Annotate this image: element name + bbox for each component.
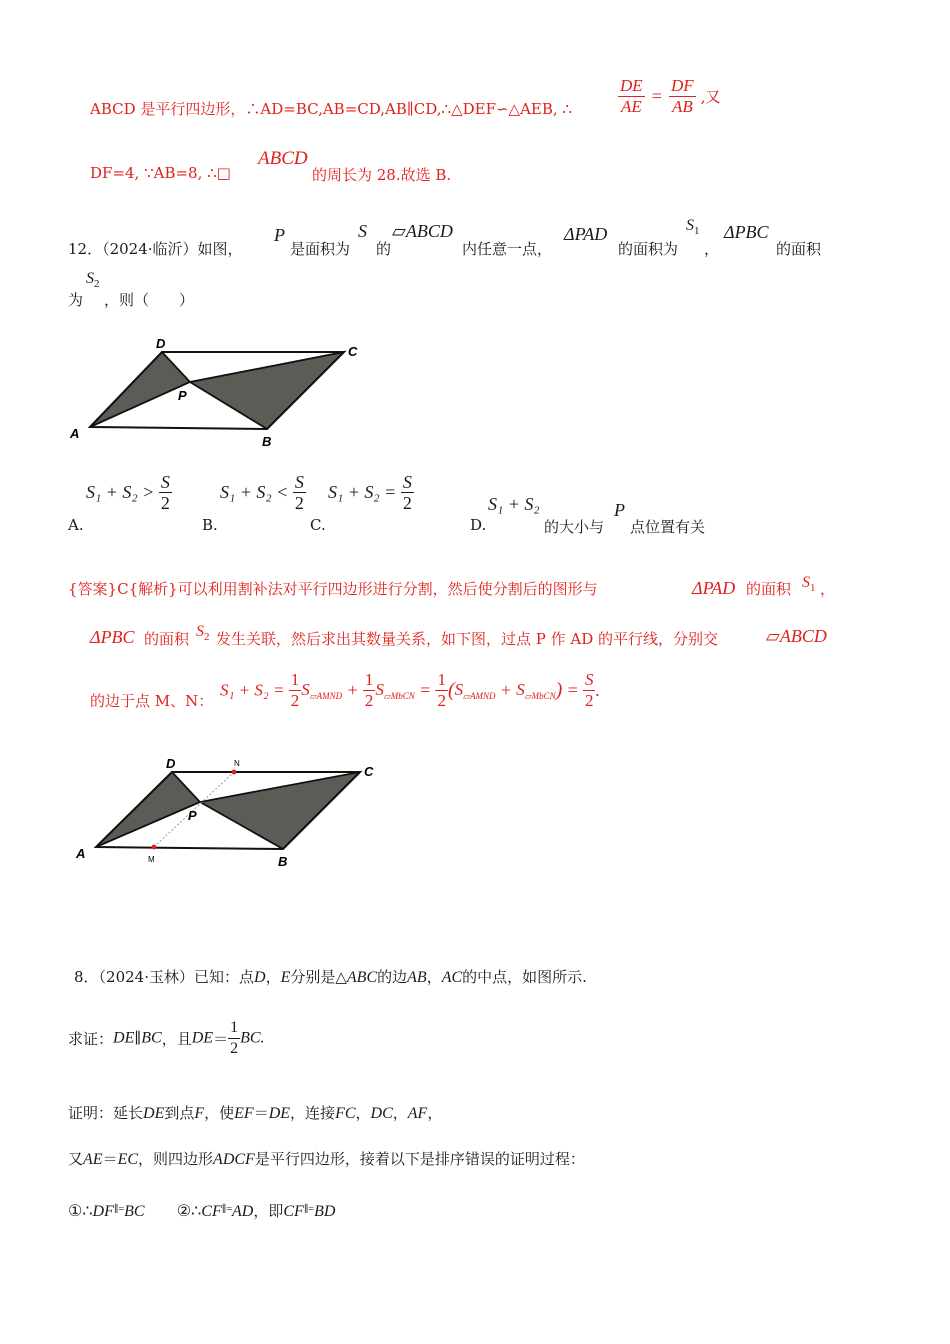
q12-text-3: 内任意一点，: [462, 240, 553, 258]
solution-fraction-de-ae: $\frac{DE}{AE}$ = $\frac{DF}{AB}$ ,又: [620, 76, 721, 116]
option-c-label: C.: [310, 516, 326, 534]
fig2-label-d: D: [166, 756, 176, 771]
q8-proof-line-2: 又AE＝EC，则四边形ADCF是平行四边形，接着以下是排序错误的证明过程：: [68, 1150, 585, 1168]
solution-line-2: DF=4, ∵AB=8, ∴□: [90, 164, 231, 182]
shaded-triangle-pbc: [190, 352, 344, 429]
q12-text-5: 的面积: [776, 240, 822, 258]
fig1-label-c: C: [348, 344, 358, 359]
answer-line-3: 的边于点 M、N：: [90, 692, 214, 710]
shaded-triangle-pad: [90, 352, 190, 427]
q12-pad: ΔPAD: [564, 224, 608, 244]
answer-s2: $S_2$: [196, 623, 210, 643]
answer-formula: S₁ + S₂ = $\frac{1}{2}$ $S_{▱AMND}$ + $\frac{1}{2}$ $S_{▱MbCN}$ = $\frac{1}{2}$ $(S_{▱AMND} + S_{▱MbCN})$ = $\frac{S}{2}$ .: [220, 670, 600, 710]
answer-line-1: {答案}C{解析}可以利用割补法对平行四边形进行分割，然后使分割后的图形与: [68, 580, 598, 598]
solution-line-1: [90, 98, 572, 119]
fig1-label-p: P: [178, 388, 187, 403]
option-d-label: D.: [470, 516, 487, 534]
q12-p: P: [274, 225, 285, 245]
parallelogram-figure-with-mn: [68, 752, 388, 872]
fig2-label-b: B: [278, 854, 288, 869]
solution-text-1: ABCD 是平行四边形，∴AD=BC,AB=CD,AB∥CD,∴△DEF∽△AEB, ∴: [90, 100, 572, 118]
option-c-formula: S₁ + S₂ = $\frac{S}{2}$: [328, 472, 412, 513]
option-b-label: B.: [202, 516, 218, 534]
q12-s1: $S_1$: [686, 217, 700, 237]
q12-text-6: 为: [68, 291, 84, 309]
fig2-label-p: P: [188, 808, 197, 823]
answer-s1: $S_1$: [802, 574, 816, 594]
q12-abcd: ▱ABCD: [392, 221, 453, 241]
fig1-label-d: D: [156, 336, 166, 351]
option-a-formula: S₁ + S₂ > $\frac{S}{2}$: [86, 472, 170, 513]
step-2-mark: ②∴: [176, 1201, 202, 1220]
q12-text-2: 的: [376, 240, 392, 258]
option-d-p: P: [614, 500, 625, 520]
q8-statement: 8．（2024·玉林）已知：点D，E分别是△ABC的边AB，AC的中点，如图所示.: [74, 968, 587, 986]
parallelogram-figure: [62, 332, 372, 452]
answer-pbc: ΔPBC: [90, 627, 135, 647]
q12-pbc: ΔPBC: [724, 222, 769, 242]
shaded-triangle-pbc-2: [200, 772, 360, 849]
q12-comma: ，: [704, 240, 720, 258]
q8-prove: 求证：DE∥BC，且DE＝ $\frac{1}{2}$ BC.: [68, 1019, 265, 1057]
q12-s: S: [358, 221, 367, 241]
option-b-formula: S₁ + S₂ < $\frac{S}{2}$: [220, 472, 304, 513]
option-d-text-1: 的大小与: [544, 518, 605, 536]
fig1-label-a: A: [70, 426, 80, 441]
q12-text-1: 是面积为: [290, 240, 351, 258]
fig2-label-c: C: [364, 764, 374, 779]
q12-text-7: ，则（ ）: [104, 291, 195, 309]
option-d-text-2: 点位置有关: [630, 518, 706, 536]
answer-text-area: 的面积: [746, 580, 792, 598]
step-1-mark: ①∴: [68, 1201, 93, 1220]
fig2-label-n: N: [234, 759, 240, 768]
fig2-label-a: A: [76, 846, 86, 861]
answer-text-area-2: 的面积: [144, 630, 190, 648]
fig1-label-b: B: [262, 434, 272, 449]
fig2-label-m: M: [148, 855, 155, 864]
answer-comma: ，: [820, 580, 836, 598]
point-n: [232, 770, 237, 775]
point-m: [152, 845, 157, 850]
q12-s2: $S_2$: [86, 270, 100, 290]
solution-line-2-tail: 的周长为 28.故选 B.: [312, 166, 452, 184]
answer-line-2: 发生关联，然后求出其数量关系，如下图，过点 P 作 AD 的平行线，分别交: [216, 630, 719, 648]
answer-abcd: ▱ABCD: [766, 626, 827, 646]
option-d-formula: S₁ + S₂: [488, 494, 540, 514]
q12-number: 12．（2024·临沂）如图，: [68, 240, 243, 258]
solution-abcd: ABCD: [258, 148, 308, 169]
q8-steps: ①∴DF∥=BC ②∴CF∥=AD，即CF∥=BD: [68, 1201, 336, 1220]
option-a-label: A.: [68, 516, 84, 534]
q12-text-4: 的面积为: [618, 240, 679, 258]
shaded-triangle-pad-2: [96, 772, 200, 847]
answer-pad: ΔPAD: [692, 578, 736, 598]
q8-proof-line-1: 证明：延长DE到点F，使EF＝DE，连接FC，DC，AF，: [68, 1104, 443, 1122]
